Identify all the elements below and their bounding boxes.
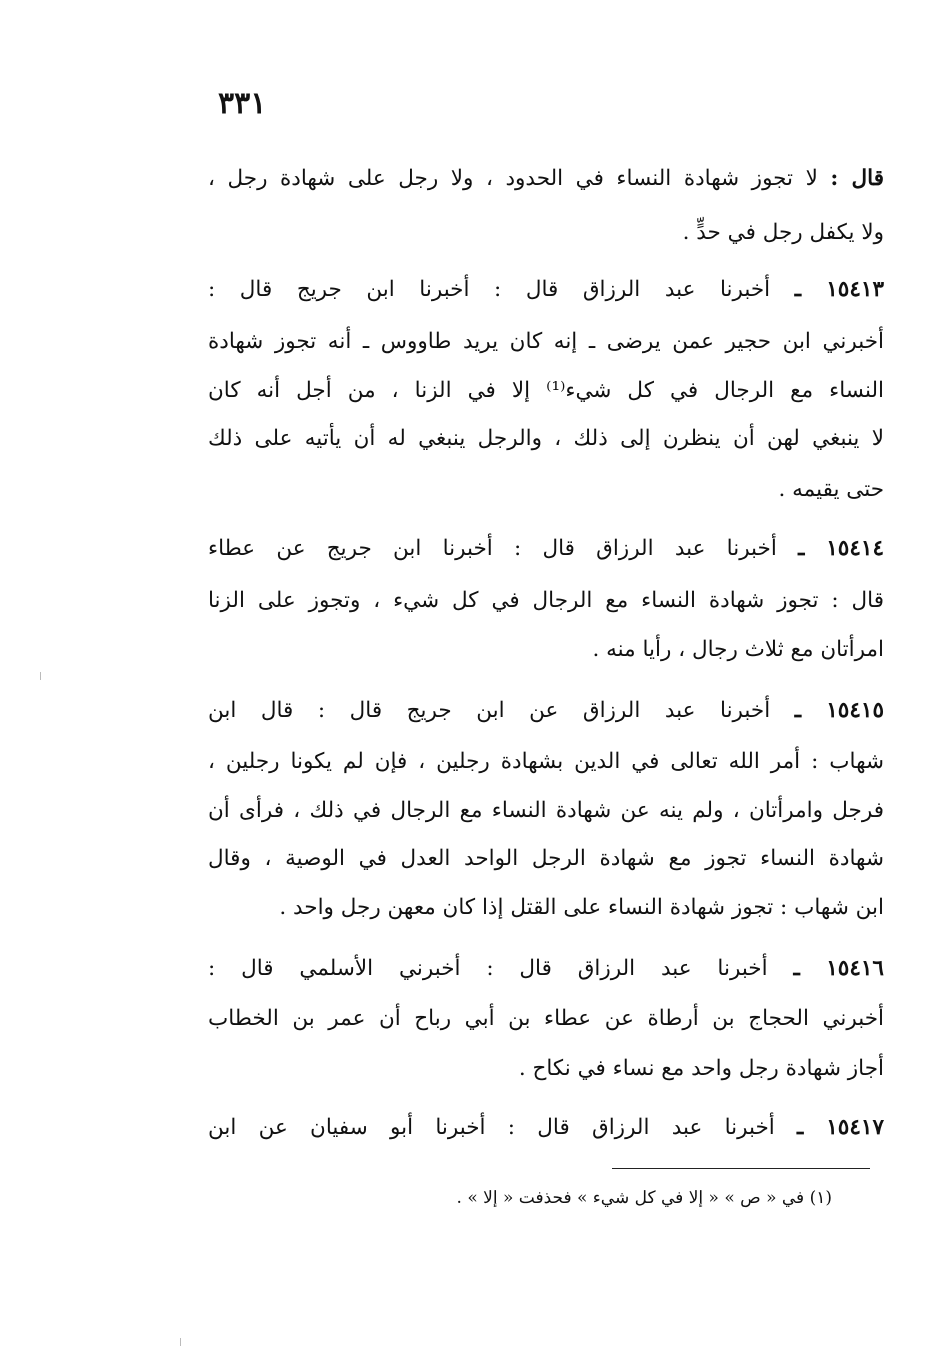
line-text: قال : تجوز شهادة النساء مع الرجال في كل شيء ، وتجوز على الزنا xyxy=(208,588,884,613)
hadith-number: ١٥٤١٥ ـ xyxy=(794,698,884,723)
line-text: امرأتان مع ثلاث رجال ، رأيا منه . xyxy=(592,637,884,662)
text-line xyxy=(208,279,884,301)
line-text: ابن شهاب : تجوز شهادة النساء على القتل إذا كان معهن رجل واحد . xyxy=(279,895,884,920)
line-text: لا ينبغي لهن أن ينظرن إلى ذلك ، والرجل ينبغي له أن يأتيه على ذلك xyxy=(208,426,884,451)
text-line xyxy=(208,590,884,612)
text-line xyxy=(208,897,884,919)
text-line xyxy=(208,1117,884,1139)
text-line xyxy=(208,538,884,560)
line-text: أخبرنا عبد الرزاق قال : أخبرنا ابن جريج عن عطاء xyxy=(208,536,777,561)
line-text: فرجل وامرأتان ، ولم ينه عن شهادة النساء مع الرجال في ذلك ، فرأى أن xyxy=(208,798,884,823)
text-line xyxy=(208,479,884,501)
text-line xyxy=(208,428,884,450)
text-line xyxy=(208,331,884,353)
line-text: النساء مع الرجال في كل شيء⁽¹⁾ إلا في الزنا ، من أجل أنه كان xyxy=(208,378,884,403)
text-line xyxy=(208,1008,884,1030)
line-text: أخبرنا عبد الرزاق قال : أخبرني الأسلمي قال : xyxy=(208,956,768,981)
line-text: أخبرنا عبد الرزاق قال : أخبرنا ابن جريج قال : xyxy=(208,277,771,302)
line-text: أخبرنا عبد الرزاق عن ابن جريج قال : قال ابن xyxy=(208,698,771,723)
text-line xyxy=(208,380,884,402)
hadith-number: ١٥٤١٧ ـ xyxy=(797,1115,884,1140)
line-text: أخبرني ابن حجير عمن يرضى ـ إنه كان يريد طاووس ـ أنه تجوز شهادة xyxy=(208,329,884,354)
hadith-number: ١٥٤١٦ ـ xyxy=(793,956,884,981)
line-text: شهادة النساء تجوز مع شهادة الرجل الواحد العدل في الوصية ، وقال xyxy=(208,846,884,871)
text-line xyxy=(208,1058,884,1080)
text-line xyxy=(208,700,884,722)
text-line xyxy=(208,848,884,870)
line-text: لا تجوز شهادة النساء في الحدود ، ولا رجل على شهادة رجل ، xyxy=(208,166,818,191)
hadith-number: ١٥٤١٣ ـ xyxy=(794,277,884,302)
text-line xyxy=(208,800,884,822)
line-text: أخبرني الحجاج بن أرطاة عن عطاء بن أبي رباح أن عمر بن الخطاب xyxy=(208,1006,884,1031)
line-text: شهاب : أمر الله تعالى في الدين بشهادة رجلين ، فإن لم يكونا رجلين ، xyxy=(208,749,884,774)
footnote: (١) في « ص » « إلا في كل شيء » فحذفت « إلا » . xyxy=(456,1188,832,1208)
text-line xyxy=(208,168,884,190)
text-line xyxy=(208,751,884,773)
page-number: ٣٣١ xyxy=(218,86,267,121)
text-line xyxy=(208,958,884,980)
line-text: أجاز شهادة رجل واحد مع نساء في نكاح . xyxy=(518,1056,884,1081)
footnote-separator xyxy=(612,1168,870,1169)
line-text: أخبرنا عبد الرزاق قال : أخبرنا أبو سفيان عن ابن xyxy=(208,1115,775,1140)
scan-speck xyxy=(180,1338,181,1346)
line-text: ولا يكفل رجل في حدٍّ . xyxy=(682,220,884,245)
scan-speck xyxy=(40,672,41,680)
hadith-number: قال : xyxy=(830,166,885,191)
text-line xyxy=(208,639,884,661)
hadith-number: ١٥٤١٤ ـ xyxy=(798,536,884,561)
text-line xyxy=(208,222,884,244)
line-text: حتى يقيمه . xyxy=(778,477,884,502)
